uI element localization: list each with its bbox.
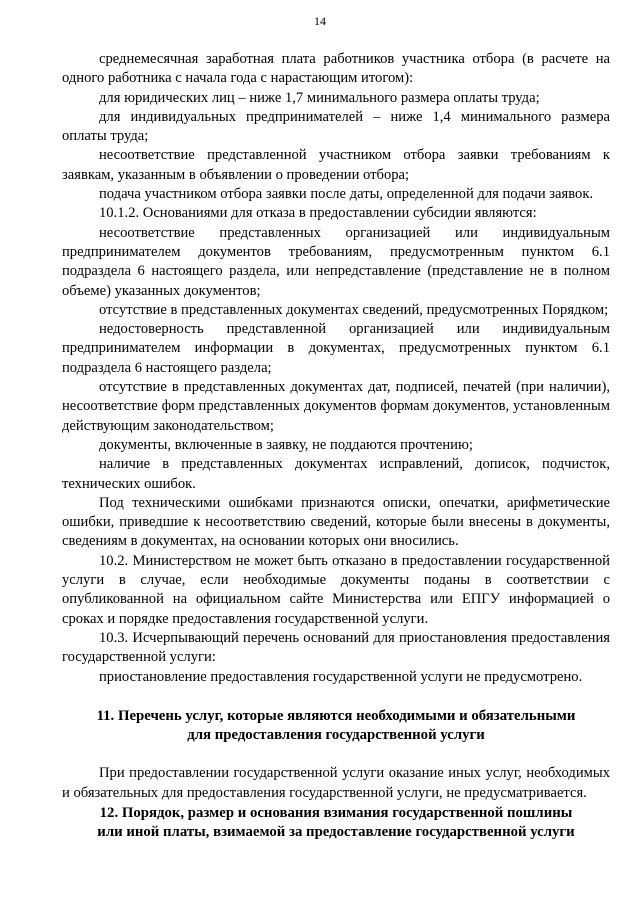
paragraph: для индивидуальных предпринимателей – ниже 1,4 минимального размера оплаты труда;: [62, 108, 610, 145]
heading-line: для предоставления государственной услуги: [187, 727, 485, 744]
paragraph: При предоставлении государственной услуги оказание иных услуг, необходимых и обязательных для предоставления государственной услуги, не предусматривается.: [62, 765, 610, 801]
paragraph: для юридических лиц – ниже 1,7 минимального размера оплаты труда;: [99, 89, 540, 106]
paragraph: отсутствие в представленных документах дат, подписей, печатей (при наличии), несоответствие форм представленных документов формам документов, установленным действующим законодательством;: [62, 379, 610, 434]
section-heading-12: [62, 804, 610, 843]
paragraph: недостоверность представленной организацией или индивидуальным предпринимателем информации в документах, предусмотренных пунктом 6.1 подраздела 6 настоящего раздела;: [62, 321, 610, 376]
heading-line: или иной платы, взимаемой за предоставление государственной услуги: [97, 824, 575, 841]
paragraph: наличие в представленных документах исправлений, дописок, подчисток, технических ошибок.: [62, 456, 610, 492]
paragraph: отсутствие в представленных документах сведений, предусмотренных Порядком;: [99, 301, 609, 318]
heading-line: 11. Перечень услуг, которые являются необходимыми и обязательными: [96, 707, 576, 724]
paragraph: Под техническими ошибками признаются описки, опечатки, арифметические ошибки, приведшие к несоответствию сведений, которые были внесены в документы, сведениям в документах, на основании которых они вносились.: [62, 494, 610, 550]
paragraph: 10.1.2. Основаниями для отказа в предоставлении субсидии являются:: [99, 205, 537, 222]
paragraph: документы, включенные в заявку, не поддаются прочтению;: [99, 436, 473, 453]
paragraph: несоответствие представленной участником отбора заявки требованиям к заявкам, указанным в объявлении о проведении отбора;: [62, 147, 610, 183]
paragraph: 10.3. Исчерпывающий перечень оснований для приостановления предоставления государственной услуги:: [62, 629, 610, 666]
document-body: [62, 50, 610, 843]
paragraph: подача участником отбора заявки после даты, определенной для подачи заявок.: [99, 186, 594, 203]
paragraph: несоответствие представленных организацией или индивидуальным предпринимателем документов требованиям, предусмотренным пунктом 6.1 подраздела 6 настоящего раздела, или непредставление (представление не в полном объеме) указанных документов;: [62, 224, 610, 299]
page-number: 14: [314, 14, 326, 28]
paragraph: приостановление предоставления государственной услуги не предусмотрено.: [99, 668, 583, 685]
section-heading-11: [62, 707, 610, 746]
paragraph: среднемесячная заработная плата работников участника отбора (в расчете на одного работника с начала года с нарастающим итогом):: [62, 51, 610, 87]
paragraph: 10.2. Министерством не может быть отказано в предоставлении государственной услуги в случае, если необходимые документы поданы в соответствии с опубликованной на официальном сайте Министерства или ЕПГУ информацией о сроках и порядке предоставления государственной услуги.: [62, 552, 610, 627]
heading-line: 12. Порядок, размер и основания взимания государственной пошлины: [99, 804, 573, 821]
